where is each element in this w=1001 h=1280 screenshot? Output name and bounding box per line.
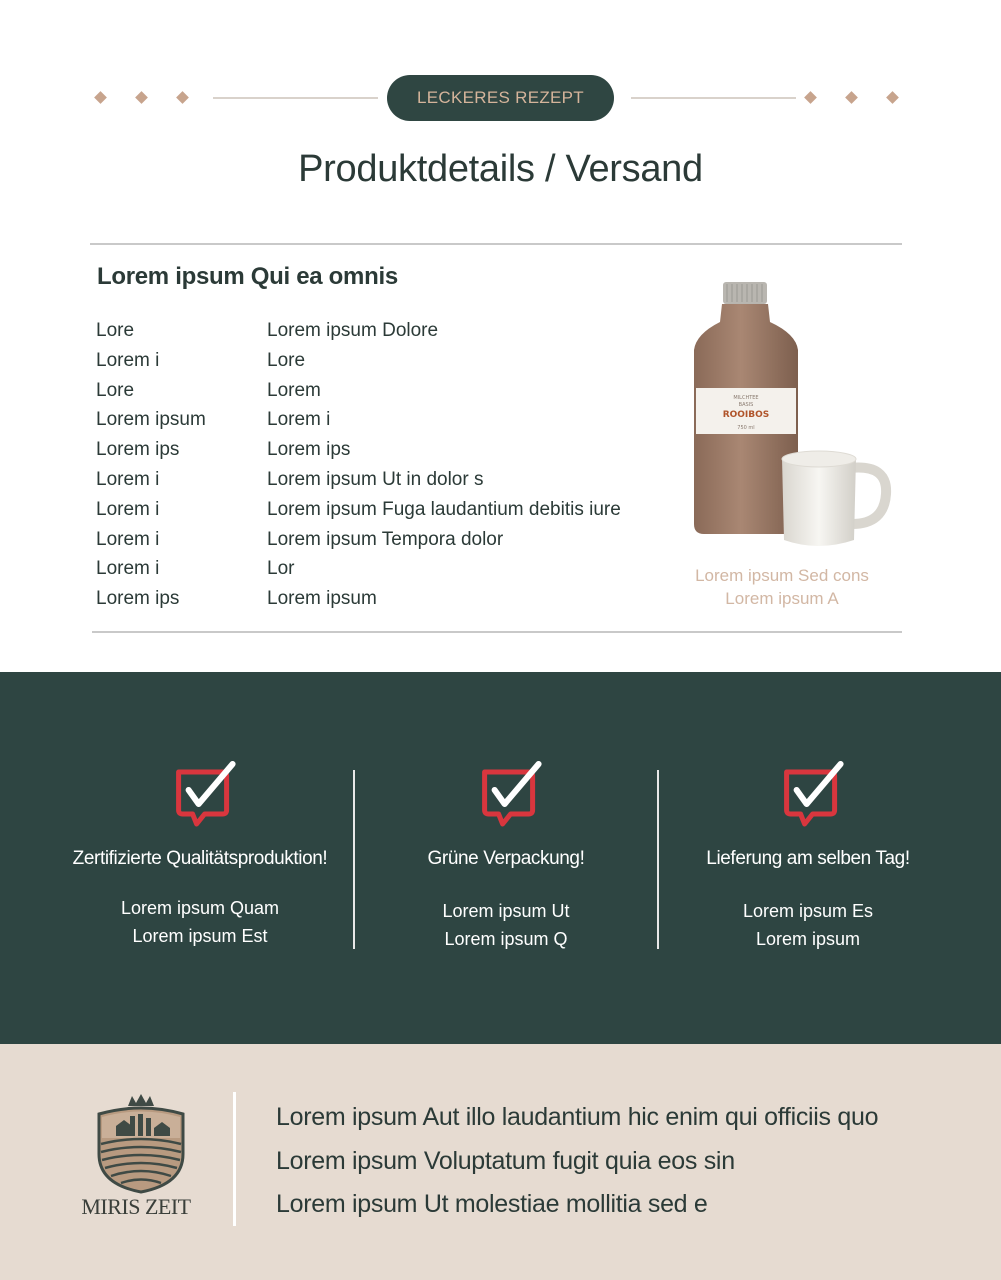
checkmark-icon <box>171 760 241 832</box>
bottle-label-text: BASIS <box>738 402 754 408</box>
diamond-ornament <box>845 91 858 104</box>
bottle-label-text: MILCHTEE <box>733 395 759 401</box>
spec-key: Lorem i <box>96 558 160 580</box>
feature-text: Lorem ipsum <box>755 929 861 949</box>
spec-row <box>96 435 621 465</box>
spec-key: Lorem i <box>96 498 160 520</box>
spec-value: Lorem ips <box>267 439 351 461</box>
spec-key: Lorem ips <box>96 439 180 461</box>
features-band <box>0 672 1001 1044</box>
feature-text: Lorem ipsum Es <box>742 901 874 921</box>
spec-row <box>96 525 621 555</box>
spec-value: Lorem ipsum <box>267 588 377 610</box>
spec-key: Lorem i <box>96 468 160 490</box>
spec-row <box>96 405 621 435</box>
ornament-line <box>213 97 378 99</box>
spec-key: Lorem i <box>96 349 160 371</box>
spec-row <box>96 465 621 495</box>
checkmark-icon <box>477 760 547 832</box>
spec-key: Lore <box>96 379 135 401</box>
feature-text: Lorem ipsum Est <box>132 926 268 946</box>
diamond-ornament <box>804 91 817 104</box>
recipe-badge: LECKERES REZEPT <box>387 75 614 121</box>
footer-text <box>276 1100 878 1231</box>
spec-value: Lore <box>267 349 306 371</box>
spec-row <box>96 376 621 406</box>
spec-value: Lorem i <box>267 409 331 431</box>
bottle-label-text: 750 ml <box>737 425 755 431</box>
feature-text: Lorem ipsum Q <box>444 929 568 949</box>
bottle-label-name: ROOIBOS <box>722 410 770 420</box>
spec-table <box>96 316 621 614</box>
page-title: Produktdetails / Versand <box>298 148 703 190</box>
feature-title: Lieferung am selben Tag! <box>706 848 910 869</box>
feature-title: Zertifizierte Qualitätsproduktion! <box>72 848 328 869</box>
product-image <box>660 278 900 558</box>
spec-heading: Lorem ipsum Qui ea omnis <box>97 263 398 290</box>
spec-key: Lorem ips <box>96 588 180 610</box>
footer-line: Lorem ipsum Ut molestiae mollitia sed e <box>276 1190 708 1218</box>
footer-line: Lorem ipsum Aut illo laudantium hic enim qui officiis quo <box>276 1103 879 1131</box>
diamond-ornament <box>176 91 189 104</box>
spec-row <box>96 554 621 584</box>
spec-key: Lorem ipsum <box>96 409 206 431</box>
spec-value: Lorem ipsum Tempora dolor <box>267 528 504 550</box>
checkmark-icon <box>779 760 849 832</box>
spec-value: Lorem <box>267 379 321 401</box>
spec-row <box>96 495 621 525</box>
spec-row <box>96 584 621 614</box>
footer-divider <box>233 1092 236 1226</box>
feature-title: Grüne Verpackung! <box>427 848 585 869</box>
caption-line: Lorem ipsum Sed cons <box>695 566 869 585</box>
product-caption <box>662 564 902 610</box>
footer-line: Lorem ipsum Voluptatum fugit quia eos sin <box>276 1146 735 1175</box>
spec-value: Lorem ipsum Fuga laudantium debitis iure <box>267 498 621 520</box>
caption-line: Lorem ipsum A <box>725 589 839 608</box>
spec-key: Lore <box>96 320 135 341</box>
spec-value: Lor <box>267 558 295 580</box>
divider-bottom <box>92 631 902 633</box>
spec-value: Lorem ipsum Dolore <box>267 320 439 341</box>
feature-text: Lorem ipsum Ut <box>442 901 570 921</box>
spec-row <box>96 316 621 346</box>
ornament-line <box>631 97 796 99</box>
spec-row <box>96 346 621 376</box>
diamond-ornament <box>135 91 148 104</box>
diamond-ornament <box>886 91 899 104</box>
spec-key: Lorem i <box>96 528 160 550</box>
spec-value: Lorem ipsum Ut in dolor s <box>267 468 484 490</box>
footer <box>0 1044 1001 1280</box>
feature-divider <box>353 770 355 949</box>
brand-name: MIRIS ZEIT <box>81 1194 191 1219</box>
feature-text: Lorem ipsum Quam <box>120 898 280 918</box>
divider-top <box>90 243 902 245</box>
diamond-ornament <box>94 91 107 104</box>
